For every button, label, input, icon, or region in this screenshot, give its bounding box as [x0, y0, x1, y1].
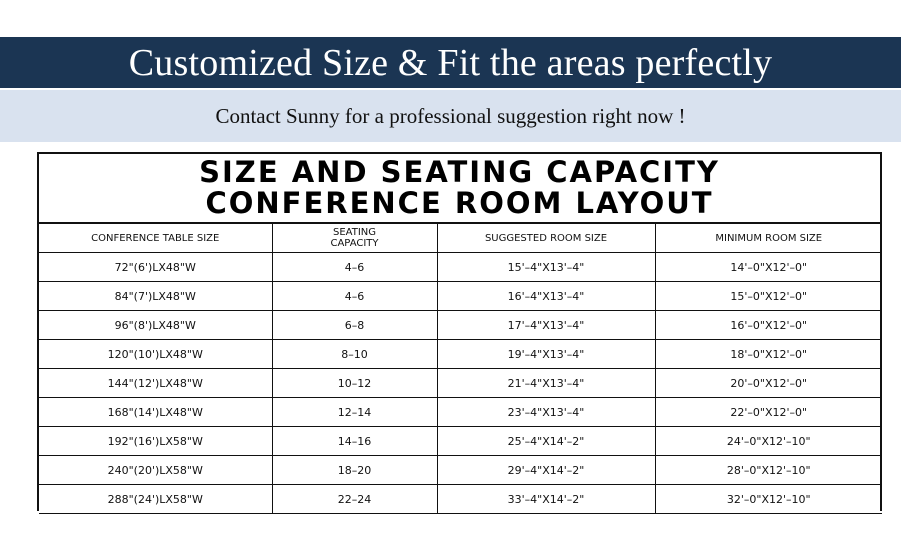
table-row	[39, 485, 882, 514]
cell-table-size: 168"(14')LX48"W	[39, 398, 272, 427]
table-row	[39, 340, 882, 369]
capacity-sheet	[37, 152, 882, 511]
cell-seating: 18–20	[272, 456, 437, 485]
cell-suggested: 17'–4"X13'–4"	[437, 311, 655, 340]
cell-minimum: 20'–0"X12'–0"	[655, 369, 882, 398]
cell-suggested: 21'–4"X13'–4"	[437, 369, 655, 398]
cell-suggested: 15'–4"X13'–4"	[437, 253, 655, 282]
table-row	[39, 456, 882, 485]
cell-seating: 22–24	[272, 485, 437, 514]
header-table-size: CONFERENCE TABLE SIZE	[39, 224, 272, 253]
sheet-title	[39, 154, 880, 224]
cell-minimum: 16'–0"X12'–0"	[655, 311, 882, 340]
cell-table-size: 144"(12')LX48"W	[39, 369, 272, 398]
cell-minimum: 24'–0"X12'–10"	[655, 427, 882, 456]
cell-suggested: 33'–4"X14'–2"	[437, 485, 655, 514]
cell-table-size: 72"(6')LX48"W	[39, 253, 272, 282]
cell-seating: 4–6	[272, 253, 437, 282]
sheet-title-line1: SIZE AND SEATING CAPACITY	[199, 155, 720, 189]
table-row	[39, 398, 882, 427]
header-minimum-room-size: MINIMUM ROOM SIZE	[655, 224, 882, 253]
cell-seating: 10–12	[272, 369, 437, 398]
table-row	[39, 282, 882, 311]
cell-suggested: 29'–4"X14'–2"	[437, 456, 655, 485]
header-suggested-room-size: SUGGESTED ROOM SIZE	[437, 224, 655, 253]
table-row	[39, 369, 882, 398]
capacity-table	[39, 224, 882, 514]
cell-seating: 14–16	[272, 427, 437, 456]
table-row	[39, 253, 882, 282]
banner-subtitle: Contact Sunny for a professional suggestion right now !	[0, 90, 901, 142]
cell-table-size: 84"(7')LX48"W	[39, 282, 272, 311]
table-header-row	[39, 224, 882, 253]
cell-suggested: 25'–4"X14'–2"	[437, 427, 655, 456]
cell-seating: 4–6	[272, 282, 437, 311]
cell-table-size: 240"(20')LX58"W	[39, 456, 272, 485]
cell-minimum: 22'–0"X12'–0"	[655, 398, 882, 427]
cell-minimum: 32'–0"X12'–10"	[655, 485, 882, 514]
cell-table-size: 120"(10')LX48"W	[39, 340, 272, 369]
cell-seating: 12–14	[272, 398, 437, 427]
header-seating-line1: SEATING	[332, 227, 377, 238]
cell-suggested: 16'–4"X13'–4"	[437, 282, 655, 311]
cell-suggested: 19'–4"X13'–4"	[437, 340, 655, 369]
sheet-title-line2: CONFERENCE ROOM LAYOUT	[205, 186, 714, 220]
cell-seating: 8–10	[272, 340, 437, 369]
cell-minimum: 15'–0"X12'–0"	[655, 282, 882, 311]
cell-minimum: 14'–0"X12'–0"	[655, 253, 882, 282]
cell-minimum: 28'–0"X12'–10"	[655, 456, 882, 485]
cell-table-size: 96"(8')LX48"W	[39, 311, 272, 340]
table-row	[39, 427, 882, 456]
cell-suggested: 23'–4"X13'–4"	[437, 398, 655, 427]
header-seating-line2: CAPACITY	[330, 238, 379, 249]
cell-minimum: 18'–0"X12'–0"	[655, 340, 882, 369]
banner-title: Customized Size & Fit the areas perfectly	[0, 37, 901, 88]
table-row	[39, 311, 882, 340]
cell-table-size: 192"(16')LX58"W	[39, 427, 272, 456]
cell-seating: 6–8	[272, 311, 437, 340]
header-seating-capacity	[272, 224, 437, 253]
cell-table-size: 288"(24')LX58"W	[39, 485, 272, 514]
